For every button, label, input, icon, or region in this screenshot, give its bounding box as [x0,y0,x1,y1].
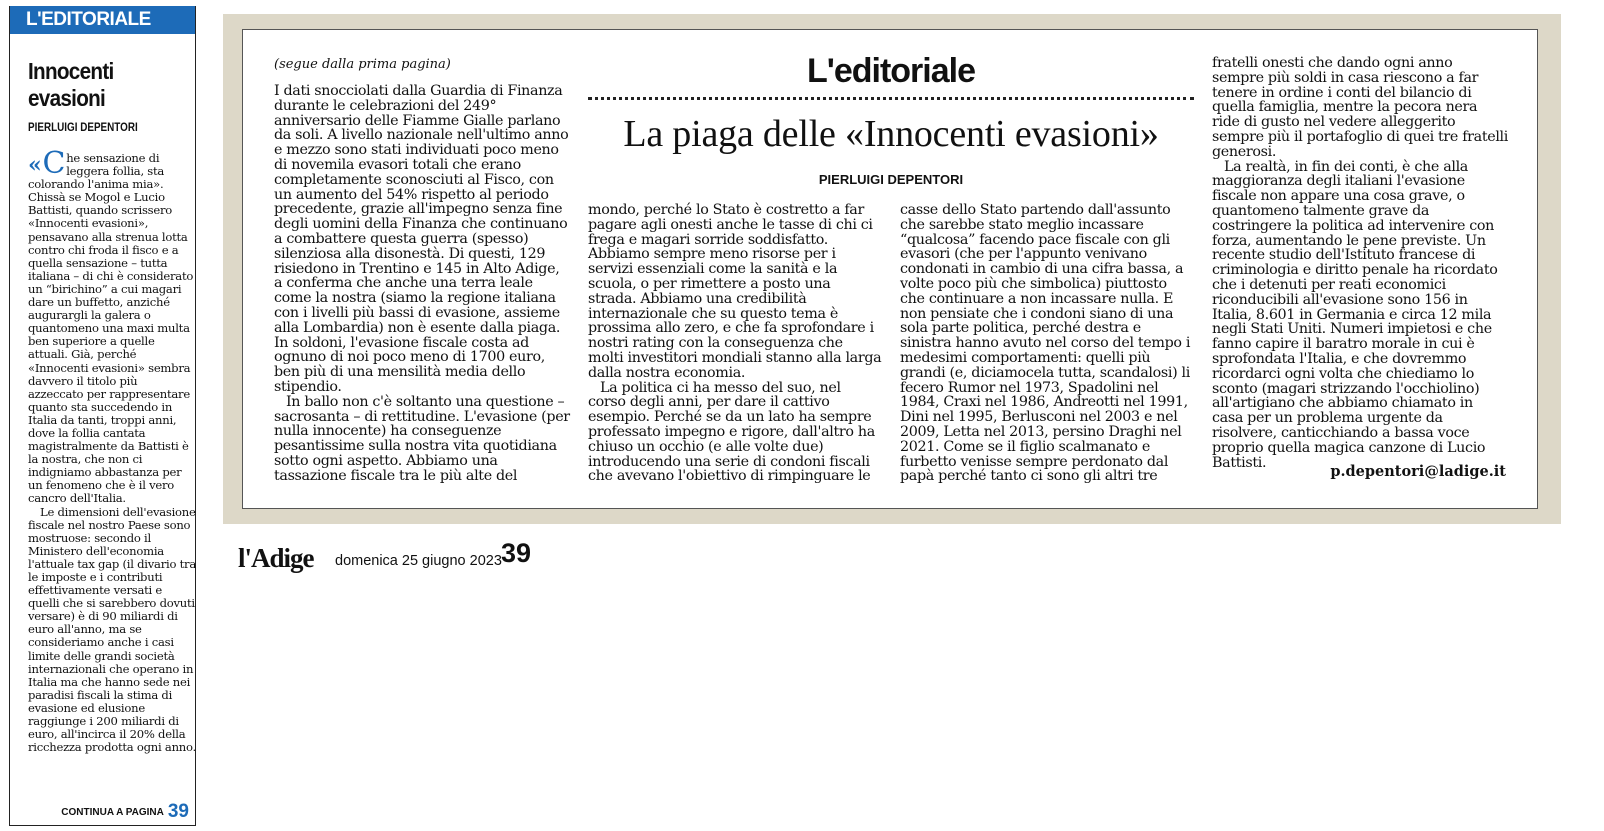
quote-mark: « [28,152,42,178]
teaser-title: Innocenti evasioni [28,58,114,111]
drop-cap: C [42,146,66,181]
article-column-1 [274,84,570,484]
teaser-body [28,146,196,755]
teaser-paragraph: Le dimensioni dell'evasione fiscale nel nostro Paese sono mostruose: secondo il Ministero dell'economia l'attuale tax gap (il divario tra le imposte e i contributi effettivamente versati e quelli che si sarebbero dovuti versare) è di 90 miliardi di euro all'anno, ma se consideriamo anche i casi limite delle grandi società internazionali che operano in Italia ma che hanno sede nei paradisi fiscali la stima di evasione ed elusione raggiunge i 200 miliardi di euro, all'incirca il 20% della ricchezza prodotta ogni anno. [28,504,196,755]
article-paragraph: In ballo non c'è soltanto una questione – sacrosanta – di rettitudine. L'evasione (per nulla innocente) ha conseguenze pesantissime sulla nostra vita quotidiana sotto ogni aspetto. Abbiamo una tassazione fiscale tra le più alte del [274,393,570,484]
continue-link[interactable] [61,801,189,823]
article-column-3 [900,203,1194,484]
article-paragraph: La politica ci ha messo del suo, nel corso degli anni, per dare il cattivo esempio. Perché se da un lato ha sempre professato impegno e rigore, dall'altro ha chiuso un occhio (e alle volte due) introducendo una serie di condoni fiscali che avevano l'obiettivo di rimpinguare le [588,379,875,485]
article-paragraph: fratelli onesti che dando ogni anno sempre più soldi in casa riescono a far tenere in ordine i conti del bilancio di quella famiglia, mentre la pecora nera ride di gusto nel vedere alleggerito sempre più il portafoglio di quei tre fratelli generosi. [1212,55,1508,160]
article-column-4 [1212,56,1508,470]
section-label: L'editoriale [806,52,975,90]
front-page-teaser [9,6,196,826]
teaser-author: PIERLUIGI DEPENTORI [28,122,138,134]
page-number: 39 [501,538,532,568]
headline: La piaga delle «Innocenti evasioni» [623,113,1159,155]
continued-from: (segue dalla prima pagina) [274,57,451,72]
continue-label: CONTINUA A PAGINA [61,807,164,818]
author-email[interactable]: p.depentori@ladige.it [1330,463,1506,480]
article-paragraph: La realtà, in fin dei conti, è che alla maggioranza degli italiani l'evasione fiscale non appare una cosa grave, o quantomeno talmente grave da costringere la politica ad intervenire con forza, aumentando le pene previste. Un recente studio dell'Istituto francese di criminologia e diritto penale ha ricordato che i detenuti per reati economici riconducibili all'evasione sono 156 in Italia, 8.601 in Germania e circa 12 mila negli Stati Uniti. Numeri impietosi e che fanno capire il baratro morale in cui è sprofondata l'Italia, e che dovremmo ricordarci ogni volta che chiediamo lo sconto (magari strizzando l'occhiolino) all'artigiano che abbiamo chiamato in casa per un problema urgente da risolvere, canticchiando a bassa voce proprio quella magica canzone di Lucio Battisti. [1212,158,1498,471]
article-paragraph: I dati snocciolati dalla Guardia di Finanza durante le celebrazioni del 249° anniversario delle Fiamme Gialle parlano da soli. A livello nazionale nell'ultimo anno e mezzo sono stati individuati poco meno di novemila evasori totali che erano completamente sconosciuti al Fisco, con un aumento del 54% rispetto al periodo precedente, grazie all'impegno senza fine degli uomini della Finanza che continuano a combattere questa guerra (spesso) silenziosa alla disonestà. Di questi, 129 risiedono in Trentino e 145 in Alto Adige, a conferma che anche una terra leale come la nostra (siamo la regione italiana con i livelli più bassi di evasione, assieme alla Lombardia) non è esente dalla piaga. In soldoni, l'evasione fiscale costa ad ognuno di noi poco meno di 1700 euro, ben più di una mensilità media dello stipendio. [274,83,569,395]
issue-date: domenica 25 giugno 2023 [335,553,502,569]
article-paragraph: mondo, perché lo Stato è costretto a far pagare agli onesti anche le tasse di chi ci frega e magari sorride soddisfatto. Abbiamo sempre meno risorse per i servizi essenziali come la sanità e la scuola, o per rimettere a posto una strada. Abbiamo una credibilità internazionale che su questo tema è prossima allo zero, e che fa sprofondare i nostri rating con la conseguenza che molti investitori mondiali stanno alla larga dalla nostra economia. [588,202,882,381]
continue-page-number: 39 [167,801,189,822]
article-column-2 [588,203,882,484]
section-header: L'EDITORIALE [10,6,195,34]
newspaper-logo: l'Adige [238,543,314,573]
article-paragraph: casse dello Stato partendo dall'assunto che sarebbe stato meglio incassare “qualcosa” facendo pace fiscale con gli evasori (che per l'appunto venivano condonati in cambio di una cifra bassa, a volte poco più che simbolica) piuttosto che continuare a non incassare nulla. E non pensiate che i condoni siano di una sola parte politica, perché destra e sinistra hanno avuto nel corso del tempo i medesimi comportamenti: quelli più grandi (e, diciamocela tutta, scandalosi) li fecero Rumor nel 1973, Spadolini nel 1984, Craxi nel 1986, Andreotti nel 1991, Dini nel 1995, Berlusconi nel 2003 e nel 2009, Letta nel 2013, persino Draghi nel 2021. Come se il figlio scalmanato e furbetto venisse sempre perdonato dal papà perché tanto ci sono gli altri tre [900,202,1191,485]
byline: PIERLUIGI DEPENTORI [818,172,964,187]
teaser-paragraph [28,146,196,506]
dotted-divider [588,97,1194,100]
teaser-text: he sensazione di leggera follia, sta colorando l'anima mia». Chissà se Mogol e Lucio Battisti, quando scrissero «Innocenti evasioni», pensavano alla strenua lotta contro chi froda il fisco e a quella sensazione – tutta italiana – di chi è considerato un “birichino” a cui magari dare un buffetto, anziché augurargli la galera o quantomeno una maxi multa ben superiore a quelle attuali. Già, perché «Innocenti evasioni» sembra davvero il titolo più azzeccato per rappresentare quanto sta succedendo in Italia da tanti, troppi anni, dove la follia cantata magistralmente da Battisti è la nostra, che non ci indigniamo abbastanza per un fenomeno che è il vero cancro dell'Italia. [28,151,194,506]
